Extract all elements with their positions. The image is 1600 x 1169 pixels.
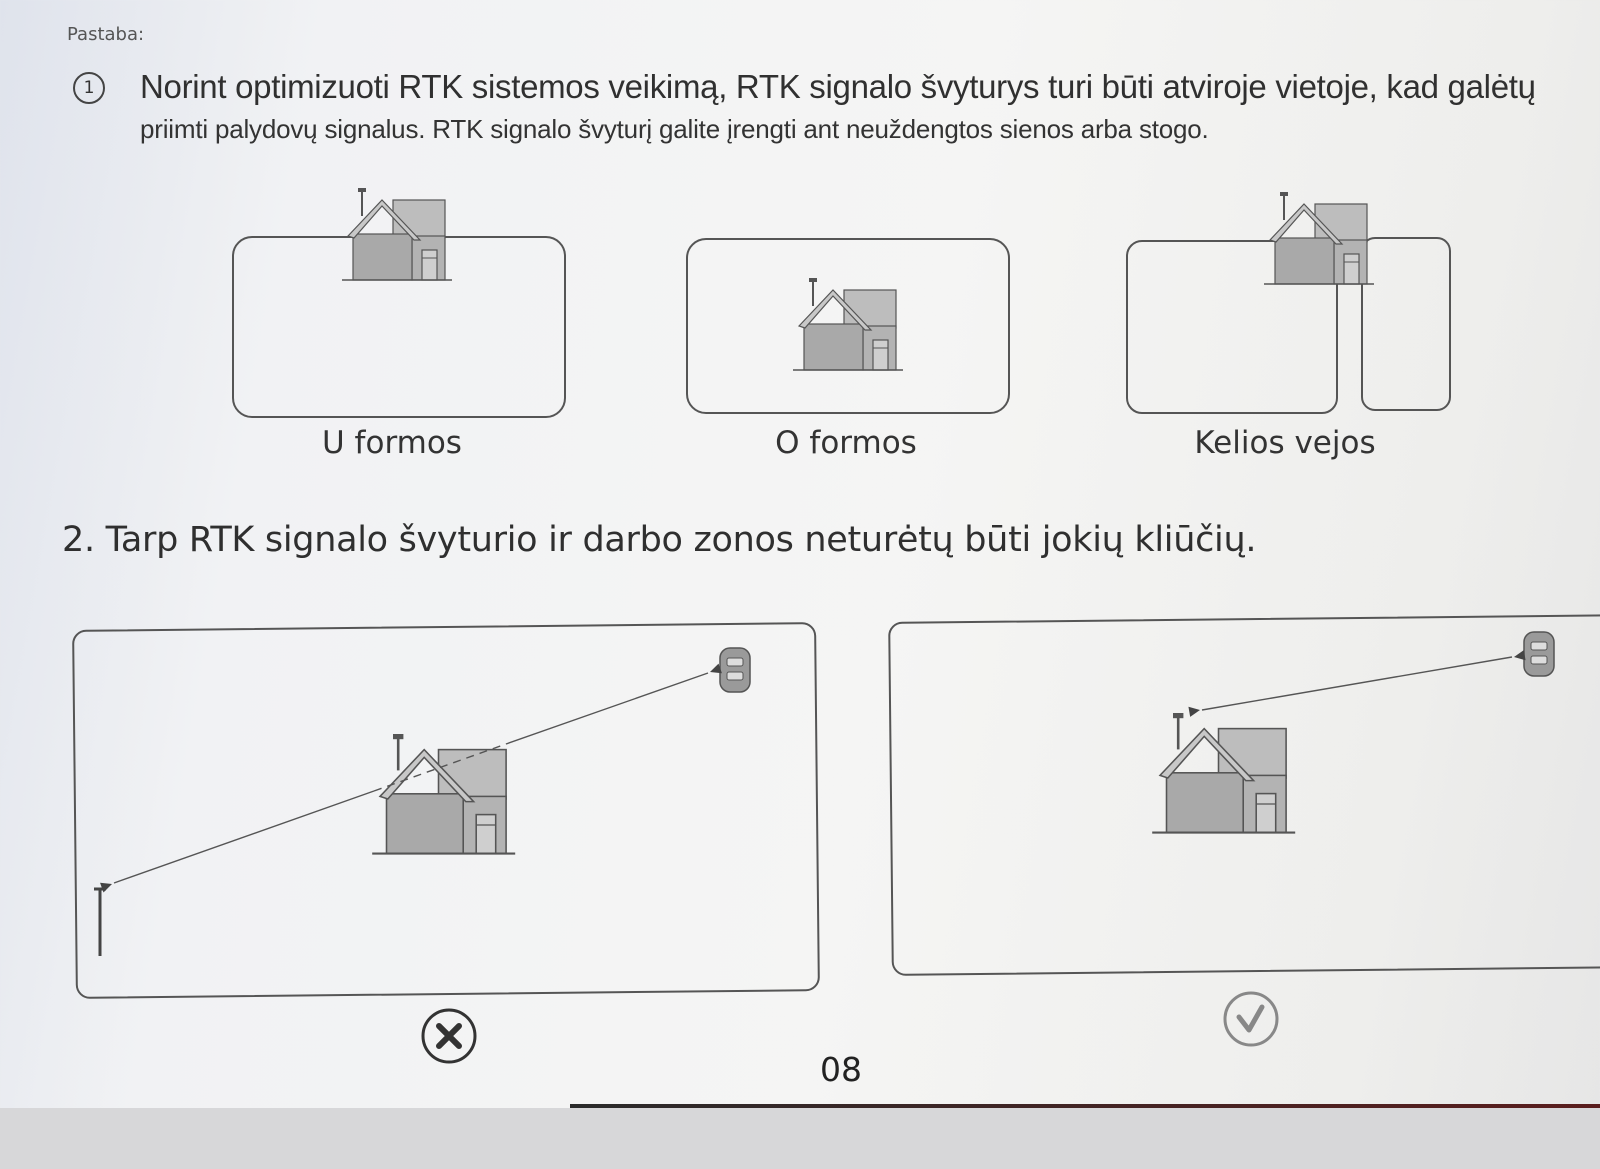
correct-icon xyxy=(1222,990,1280,1048)
signal-line xyxy=(1202,657,1512,710)
house-icon xyxy=(346,186,456,282)
house-icon xyxy=(1264,192,1374,284)
note-label: Pastaba: xyxy=(67,24,145,45)
signal-line xyxy=(114,791,374,883)
mower-icon xyxy=(720,648,750,692)
step1-text-line1: Norint optimizuoti RTK sistemos veikimą, RTK signalo švyturys turi būti atviroje vietoje, kad galėtų xyxy=(140,68,1536,105)
lawn-caption-o: O formos xyxy=(775,425,917,461)
house-icon xyxy=(797,276,907,372)
clear-signal-diagram xyxy=(890,618,1600,968)
step1-number-badge: 1 xyxy=(73,72,105,104)
step1-text-line2: priimti palydovų signalus. RTK signalo švyturį galite įrengti ant neuždengtos sienos arba stogo. xyxy=(140,114,1209,144)
mower-icon xyxy=(1524,632,1554,676)
lawn-caption-multi: Kelios vejos xyxy=(1194,425,1376,461)
page-number: 08 xyxy=(820,1050,862,1089)
signal-line xyxy=(506,673,708,744)
house-icon xyxy=(1152,713,1295,833)
bottom-strip xyxy=(0,1108,1600,1169)
step2-heading: 2. Tarp RTK signalo švyturio ir darbo zonos neturėtų būti jokių kliūčių. xyxy=(62,520,1257,560)
incorrect-icon xyxy=(420,1007,478,1065)
house-icon xyxy=(793,278,903,370)
blocked-signal-diagram xyxy=(74,626,814,991)
house-icon xyxy=(372,734,515,854)
house-icon xyxy=(1268,190,1378,286)
house-icon xyxy=(342,188,452,280)
lawn-caption-u: U formos xyxy=(322,425,462,461)
